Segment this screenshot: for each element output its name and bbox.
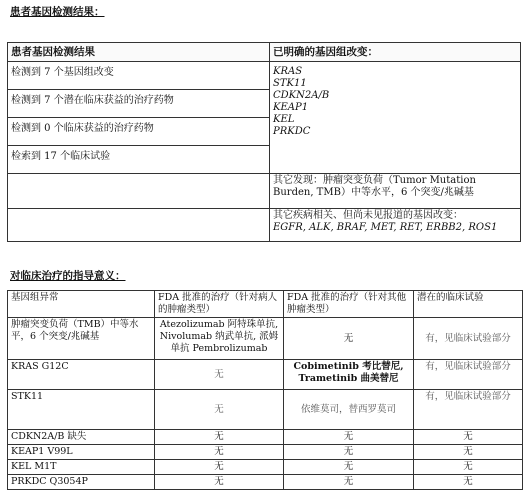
col-header-gene: 基因组异常 xyxy=(8,291,155,318)
row-gene: 肿瘤突变负荷（TMB）中等水平，6 个突变/兆碱基 xyxy=(8,318,155,360)
row-trial: 无 xyxy=(414,445,523,460)
section-title-guidance: 对临床治疗的指导意义： xyxy=(10,270,126,282)
section-title-results: 患者基因检测结果： xyxy=(10,6,105,18)
col-header-fda-other: FDA 批准的治疗（针对其他肿瘤类型） xyxy=(284,291,414,318)
row-trial: 无 xyxy=(414,460,523,475)
row-trial: 无 xyxy=(414,430,523,445)
row-fda-own: 无 xyxy=(155,360,284,390)
gene-item: KRAS xyxy=(273,66,303,77)
row-gene: KEL M1T xyxy=(8,460,155,475)
tmb-note: 其它发现：肿瘤突变负荷（Tumor Mutation Burden, TMB）中等水平，6 个突变/兆碱基 xyxy=(270,174,521,209)
row-trial: 有，见临床试验部分 xyxy=(414,360,523,390)
other-genes-label: 其它疾病相关、但尚未见报道的基因改变： xyxy=(273,210,463,221)
row-trial: 有，见临床试验部分 xyxy=(414,318,523,360)
summary-item: 检测到 7 个基因组改变 xyxy=(8,62,270,90)
row-gene: PRKDC Q3054P xyxy=(8,475,155,490)
row-fda-other: 无 xyxy=(284,475,414,490)
row-fda-own: 无 xyxy=(155,390,284,430)
guidance-table xyxy=(7,290,523,490)
row-fda-other: 无 xyxy=(284,460,414,475)
row-fda-other: 无 xyxy=(284,430,414,445)
empty-cell xyxy=(8,174,270,209)
row-fda-other: 无 xyxy=(284,445,414,460)
row-fda-own: 无 xyxy=(155,430,284,445)
row-fda-own: 无 xyxy=(155,475,284,490)
gene-item: KEL xyxy=(273,114,295,125)
col-header-trials: 潜在的临床试验 xyxy=(414,291,523,318)
col-header-fda-own: FDA 批准的治疗（针对病人的肿瘤类型） xyxy=(155,291,284,318)
gene-item: CDKN2A/B xyxy=(273,90,330,101)
gene-item: KEAP1 xyxy=(273,102,309,113)
row-fda-own: 无 xyxy=(155,445,284,460)
other-genes-cell xyxy=(270,209,521,242)
empty-cell xyxy=(8,209,270,242)
gene-item: STK11 xyxy=(273,78,307,89)
other-genes: EGFR, ALK, BRAF, MET, RET, ERBB2, ROS1 xyxy=(273,222,498,233)
row-fda-own: Atezolizumab 阿特珠单抗, Nivolumab 纳武单抗, 派姆单抗 Pembrolizumab xyxy=(155,318,284,360)
row-fda-other: 无 xyxy=(284,318,414,360)
gene-item: PRKDC xyxy=(273,126,311,137)
row-gene: CDKN2A/B 缺失 xyxy=(8,430,155,445)
summary-table xyxy=(7,42,521,242)
summary-header-right: 已明确的基因组改变： xyxy=(270,43,521,62)
row-gene: KRAS G12C xyxy=(8,360,155,390)
row-trial: 无 xyxy=(414,475,523,490)
summary-item: 检测到 7 个潜在临床获益的治疗药物 xyxy=(8,90,270,118)
row-fda-other: Cobimetinib 考比替尼, Trametinib 曲美替尼 xyxy=(284,360,414,390)
row-gene: KEAP1 V99L xyxy=(8,445,155,460)
summary-header-left: 患者基因检测结果 xyxy=(8,43,270,62)
row-trial: 有，见临床试验部分 xyxy=(414,390,523,430)
row-fda-own: 无 xyxy=(155,460,284,475)
gene-list xyxy=(270,62,521,174)
row-fda-other: 依维莫司，替西罗莫司 xyxy=(284,390,414,430)
summary-item: 检测到 0 个临床获益的治疗药物 xyxy=(8,118,270,146)
row-gene: STK11 xyxy=(8,390,155,430)
summary-item: 检索到 17 个临床试验 xyxy=(8,146,270,174)
